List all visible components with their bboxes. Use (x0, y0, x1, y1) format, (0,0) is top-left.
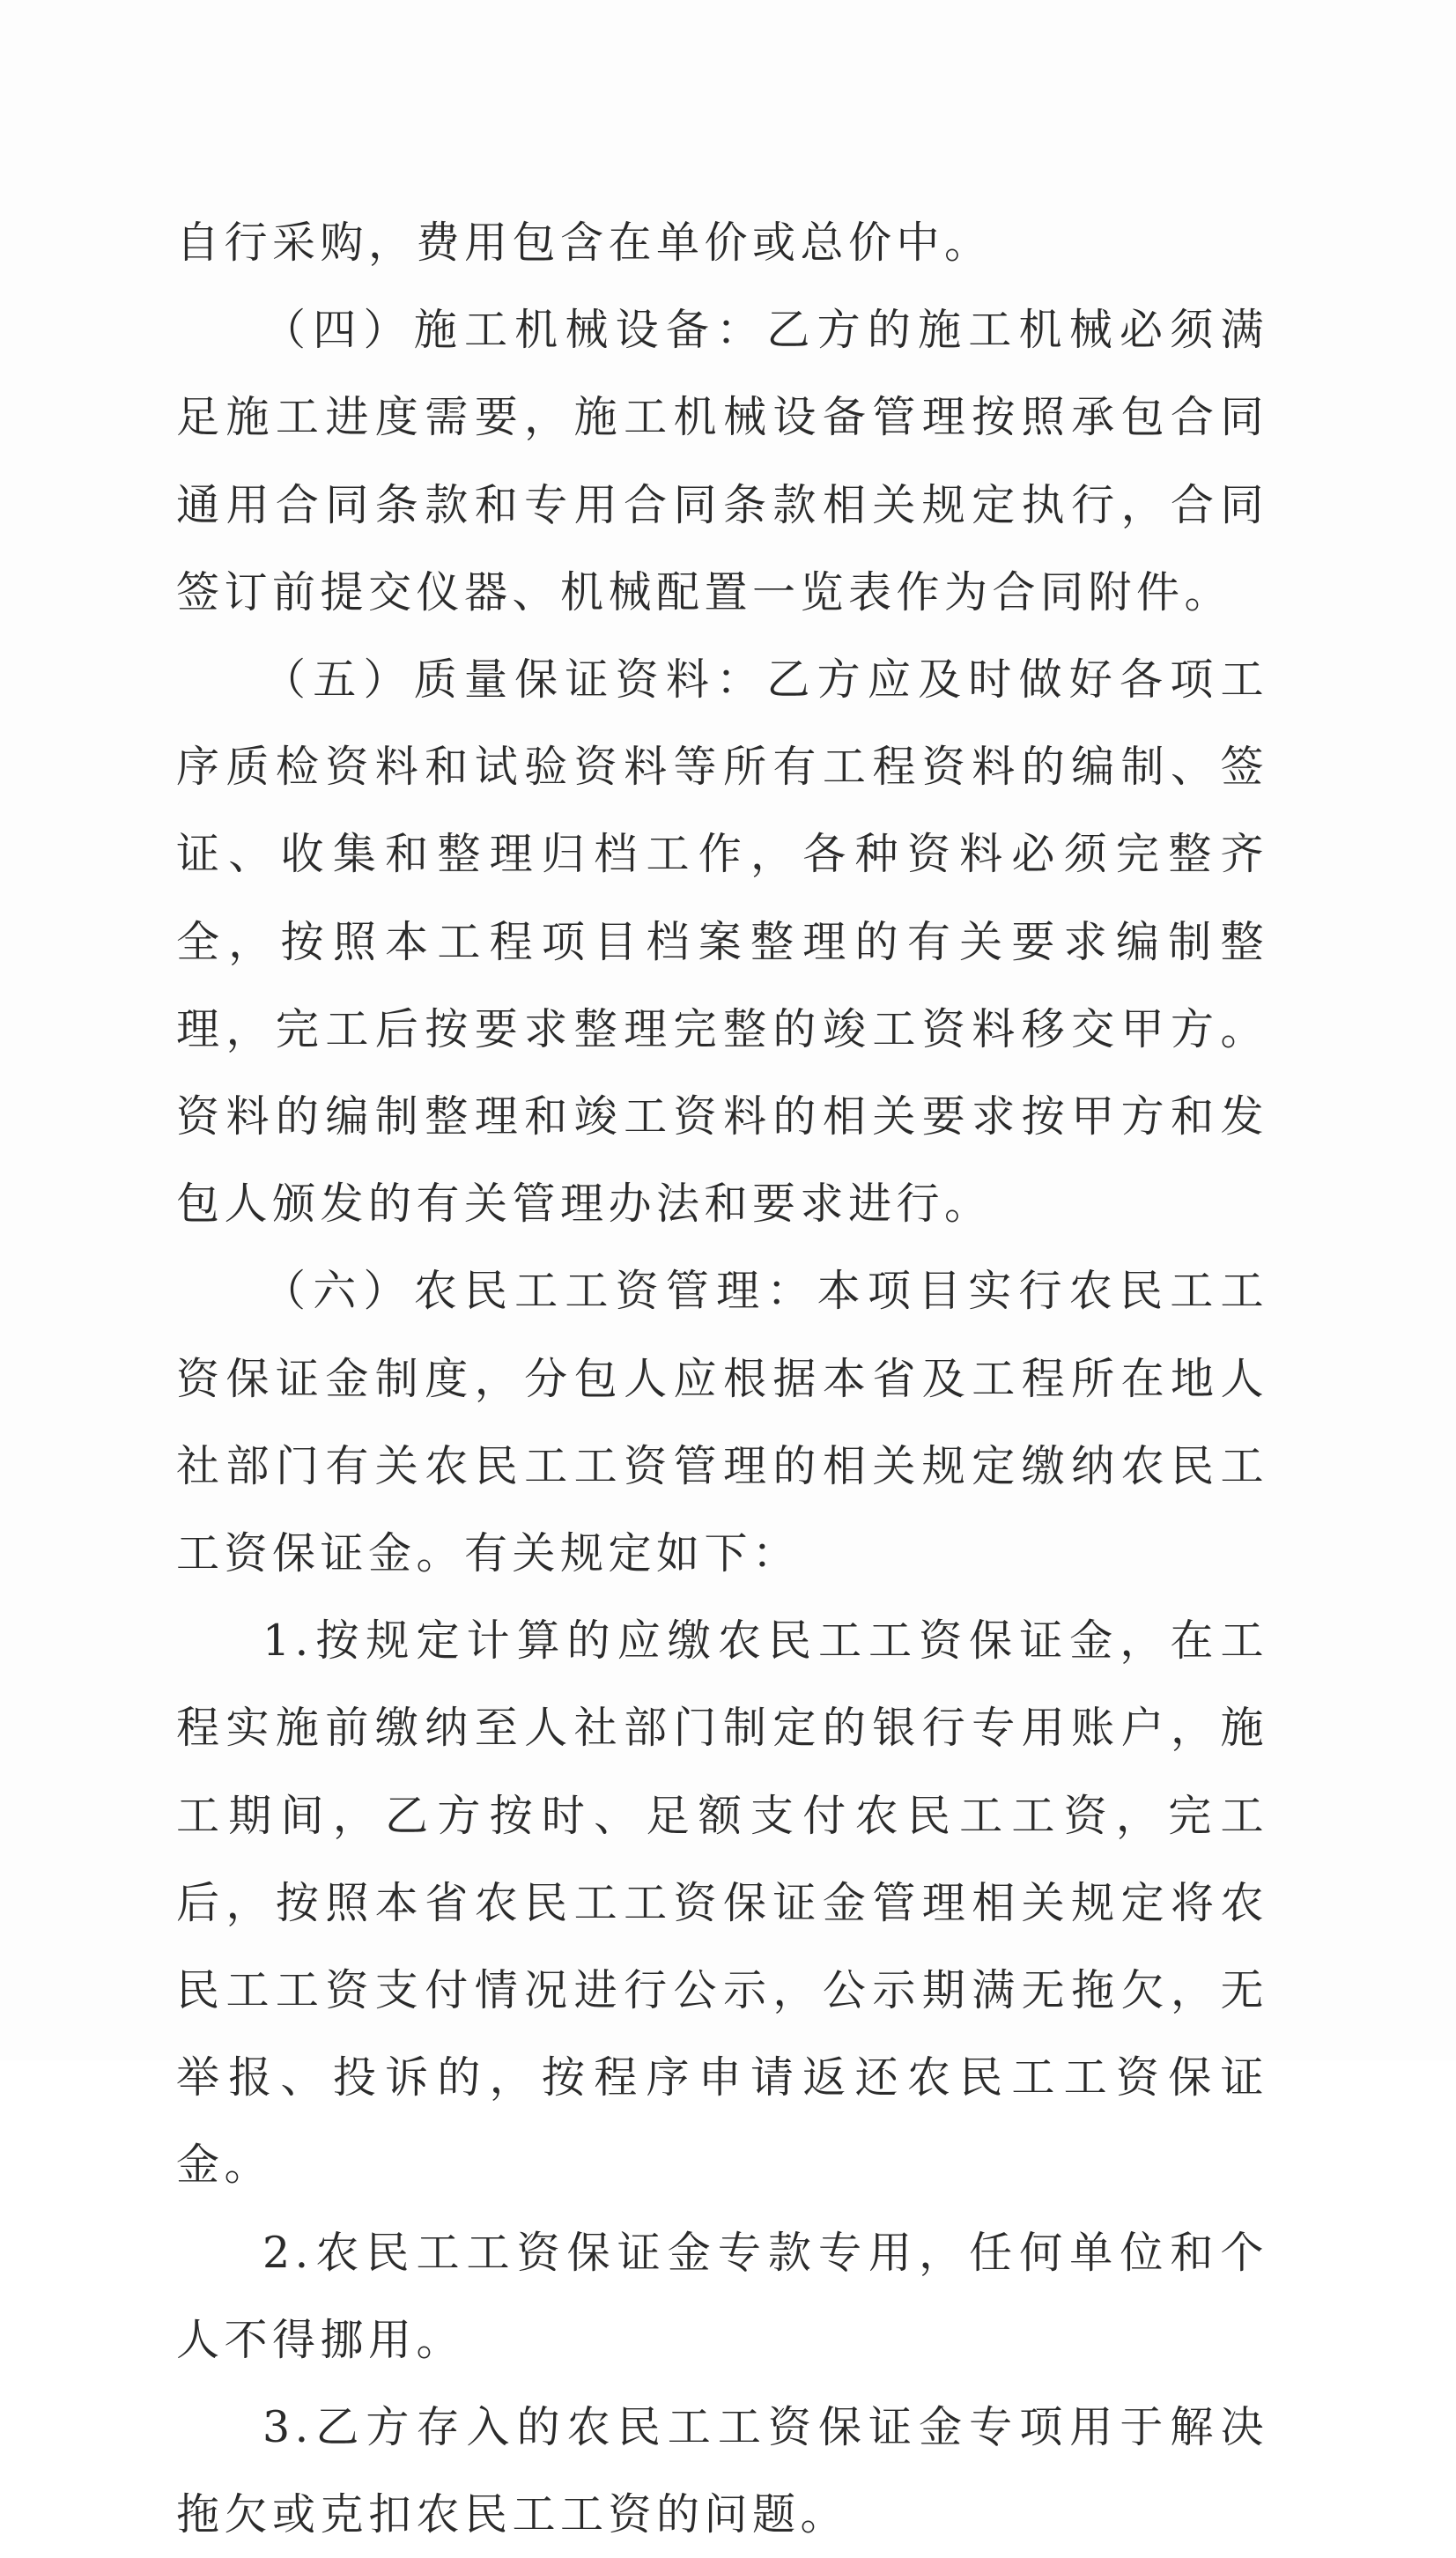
paragraph-rule-3: 3.乙方存入的农民工工资保证金专项用于解决拖欠或克扣农民工工资的问题。 (176, 2402, 1268, 2540)
paragraph-rule-2: 2.农民工工资保证金专款专用，任何单位和个人不得挪用。 (176, 2227, 1268, 2365)
paragraph-migrant-wage-management: （六）农民工工资管理：本项目实行农民工工资保证金制度，分包人应根据本省及工程所在地人社部门有关农民工工资管理的相关规定缴纳农民工工资保证金。有关规定如下： (176, 1266, 1268, 1579)
paragraph-rule-1: 1.按规定计算的应缴农民工工资保证金，在工程实施前缴纳至人社部门制定的银行专用账户，施工期间，乙方按时、足额支付农民工工资，完工后，按照本省农民工工资保证金管理相关规定将农民工工资支付情况进行公示，公示期满无拖欠，无举报、投诉的，按程序申请返还农民工工资保证金。 (176, 1615, 1268, 2191)
paragraph-quality-documents: （五）质量保证资料：乙方应及时做好各项工序质检资料和试验资料等所有工程资料的编制、签证、收集和整理归档工作，各种资料必须完整齐全，按照本工程项目档案整理的有关要求编制整理，完工后按要求整理完整的竣工资料移交甲方。资料的编制整理和竣工资料的相关要求按甲方和发包人颁发的有关管理办法和要求进行。 (176, 654, 1268, 1230)
paragraph-machinery-equipment: （四）施工机械设备：乙方的施工机械必须满足施工进度需要，施工机械设备管理按照承包合同通用合同条款和专用合同条款相关规定执行，合同签订前提交仪器、机械配置一览表作为合同附件。 (176, 305, 1268, 617)
paragraph-purchase-cost: 自行采购，费用包含在单价或总价中。 (176, 218, 993, 268)
document-body (176, 199, 1268, 2558)
